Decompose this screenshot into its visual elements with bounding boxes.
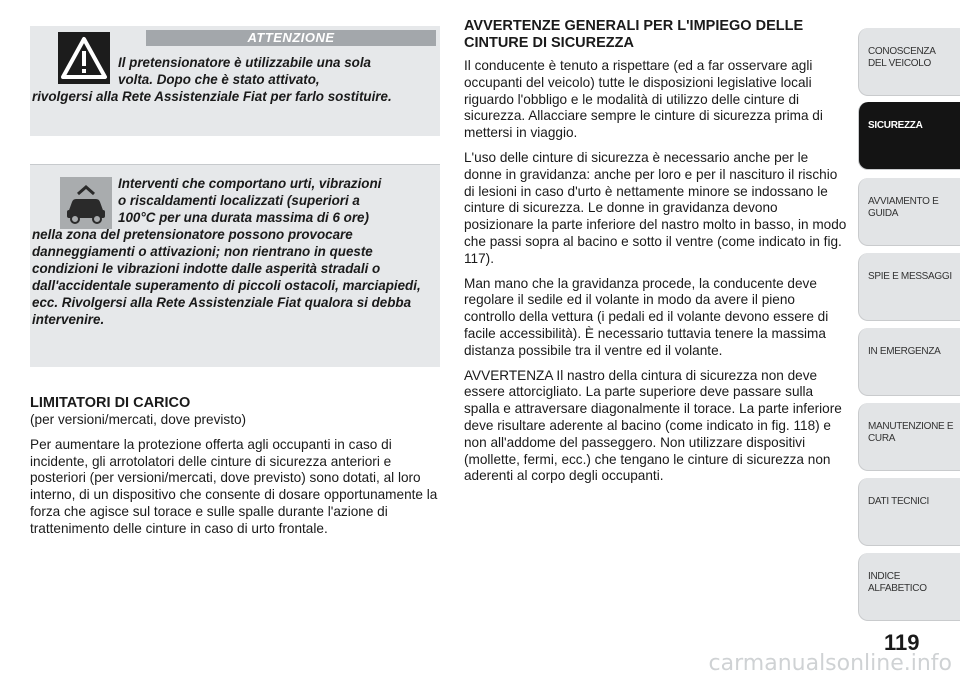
- avvertenze-paragraph-2: L'uso delle cinture di sicurezza è necessario anche per le donne in gravidanza: anche per loro e per il nascituro il rischio di lesioni in caso d'urto è nettamente minore se indossano le cinture di sicurezza. Le donne in gravidanza devono posizionare la parte inferiore del nastro molto in basso, in modo che passi sopra al bacino e sotto il ventre (come indicato in fig. 117).: [464, 149, 847, 266]
- tab-indice-alfabetico[interactable]: INDICE ALFABETICO: [858, 553, 960, 621]
- warning-line-2: volta. Dopo che è stato attivato,: [118, 72, 320, 87]
- tab-dati-tecnici[interactable]: DATI TECNICI: [858, 478, 960, 546]
- avvertenze-paragraph-4: AVVERTENZA Il nastro della cintura di sicurezza non deve essere attorcigliato. La parte superiore deve passare sulla spalla e attraversare diagonalmente il torace. La parte inferiore deve risultare aderente al bacino (come indicato in fig. 118) e non all'addome del passeggero. Non utilizzare dispositivi (mollette, fermi, ecc.) che tengano le cinture di sicurezza non aderenti al corpo degli occupanti.: [464, 367, 842, 484]
- tab-conoscenza-veicolo[interactable]: CONOSCENZA DEL VEICOLO: [858, 28, 960, 96]
- tab-spie-messaggi[interactable]: SPIE E MESSAGGI: [858, 253, 960, 321]
- note-line-3: 100°C per una durata massima di 6 ore): [118, 210, 369, 225]
- limitatori-body: Per aumentare la protezione offerta agli occupanti in caso di incidente, gli arrotolatori delle cinture di sicurezza anteriori e posteriori (per versioni/mercati, dove previsto) sono dotati, al loro interno, di un dispositivo che consente di dosare opportunamente la forza che agisce sul torace e sulle spalle durante l'azione di trattenimento delle cinture in caso di urto frontale.: [30, 436, 438, 536]
- note-rest: nella zona del pretensionatore possono provocare danneggiamenti o attivazioni; non rientrano in queste condizioni le vibrazioni indotte dalle asperità stradali o dall'accidentale superamento di piccoli ostacoli, marciapiedi, ecc. Rivolgersi alla Rete Assistenziale Fiat qualora si debba intervenire.: [32, 227, 421, 327]
- note-line-2: o riscaldamenti localizzati (superiori a: [118, 193, 360, 208]
- watermark: carmanualsonline.info: [708, 651, 952, 676]
- tab-sicurezza[interactable]: SICUREZZA: [858, 102, 960, 170]
- avvertenze-paragraph-1: Il conducente è tenuto a rispettare (ed a far osservare agli occupanti del veicolo) tutte le disposizioni legislative locali riguardo l'obbligo e le modalità di utilizzo delle cinture di sicurezza. Allacciare sempre le cinture di sicurezza prima di mettersi in viaggio.: [464, 58, 823, 141]
- warning-text: [32, 54, 432, 105]
- limitatori-section: [30, 395, 440, 538]
- chapter-tabs: [858, 0, 960, 678]
- avvertenze-title: AVVERTENZE GENERALI PER L'IMPIEGO DELLE CINTURE DI SICUREZZA: [464, 18, 804, 51]
- left-column: [30, 26, 440, 538]
- limitatori-subtitle: (per versioni/mercati, dove previsto): [30, 412, 247, 427]
- tab-avviamento-guida[interactable]: AVVIAMENTO E GUIDA: [858, 178, 960, 246]
- warning-box: [30, 26, 440, 136]
- note-text: [32, 175, 436, 328]
- tab-manutenzione-cura[interactable]: MANUTENZIONE E CURA: [858, 403, 960, 471]
- warning-header: ATTENZIONE: [146, 30, 436, 46]
- page-number: 119: [884, 630, 920, 655]
- avvertenze-paragraph-3: Man mano che la gravidanza procede, la conducente deve regolare il sedile ed il volante in modo da avere il pieno controllo della vettura (i pedali ed il volante devono essere di facile accessibilità). È necessario tuttavia tenere la massima distanza possibile tra il ventre ed il volante.: [464, 275, 829, 358]
- note-box: [30, 164, 440, 367]
- limitatori-title: LIMITATORI DI CARICO: [30, 395, 191, 411]
- note-line-1: Interventi che comportano urti, vibrazioni: [118, 176, 382, 191]
- right-column: [464, 18, 848, 485]
- warning-rest: rivolgersi alla Rete Assistenziale Fiat per farlo sostituire.: [32, 89, 392, 104]
- warning-line-1: Il pretensionatore è utilizzabile una sola: [118, 55, 371, 70]
- tab-in-emergenza[interactable]: IN EMERGENZA: [858, 328, 960, 396]
